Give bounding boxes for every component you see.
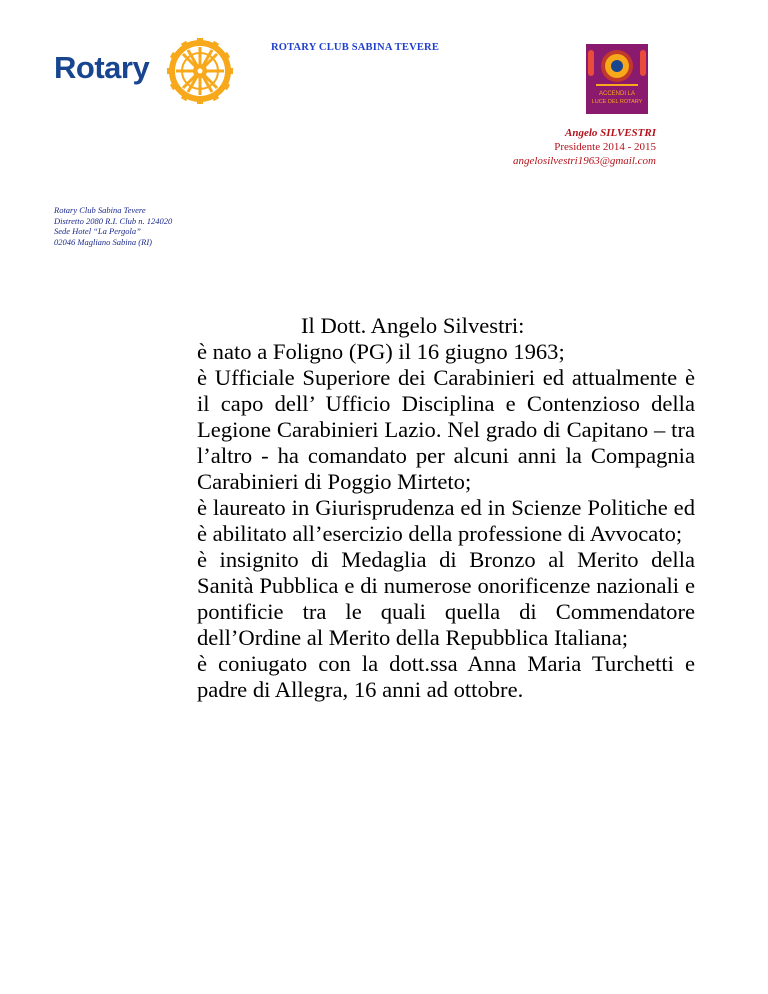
biography-paragraph: è laureato in Giurisprudenza ed in Scienze Politiche ed è abilitato all’esercizio della professione di Avvocato; bbox=[197, 495, 695, 546]
biography-heading: Il Dott. Angelo Silvestri: bbox=[301, 313, 525, 338]
address-line: Distretto 2080 R.I. Club n. 124020 bbox=[54, 215, 173, 226]
biography-paragraph: è Ufficiale Superiore dei Carabinieri ed attualmente è il capo dell’ Ufficio Disciplina e Contenzioso della Legione Carabinieri Lazio. Nel grado di Capitano – tra l’altro - ha comandato per alcuni anni la Compagnia Carabinieri di Poggio Mirteto; bbox=[197, 365, 695, 494]
president-name: Angelo SILVESTRI bbox=[565, 127, 656, 139]
badge-line-2: LUCE DEL ROTARY bbox=[591, 99, 643, 105]
president-info bbox=[513, 126, 656, 168]
biography-paragraph: è insignito di Medaglia di Bronzo al Merito della Sanità Pubblica e di numerose onorificenze nazionali e pontificie tra le quali quella di Commendatore dell’Ordine al Merito della Repubblica Italiana; bbox=[197, 547, 695, 650]
president-role: Presidente 2014 - 2015 bbox=[554, 141, 656, 153]
rotary-theme-badge bbox=[586, 44, 648, 114]
biography bbox=[197, 313, 695, 703]
biography-paragraph: è coniugato con la dott.ssa Anna Maria Turchetti e padre di Allegra, 16 anni ad ottobre. bbox=[197, 651, 695, 702]
address-line: Sede Hotel “La Pergola” bbox=[54, 226, 141, 236]
theme-badge-icon bbox=[586, 44, 648, 114]
biography-paragraph: è nato a Foligno (PG) il 16 giugno 1963; bbox=[197, 339, 565, 364]
rotary-wheel-icon bbox=[167, 38, 233, 104]
address-line: 02046 Magliano Sabina (RI) bbox=[54, 236, 152, 247]
badge-line-1: ACCENDI LA bbox=[598, 91, 636, 97]
rotary-wordmark: Rotary bbox=[54, 50, 150, 85]
president-email[interactable]: angelosilvestri1963@gmail.com bbox=[512, 155, 656, 167]
club-header-title: ROTARY CLUB SABINA TEVERE bbox=[270, 42, 440, 53]
address-line: Rotary Club Sabina Tevere bbox=[54, 205, 146, 215]
rotary-logo bbox=[54, 38, 234, 104]
club-address bbox=[54, 205, 172, 247]
